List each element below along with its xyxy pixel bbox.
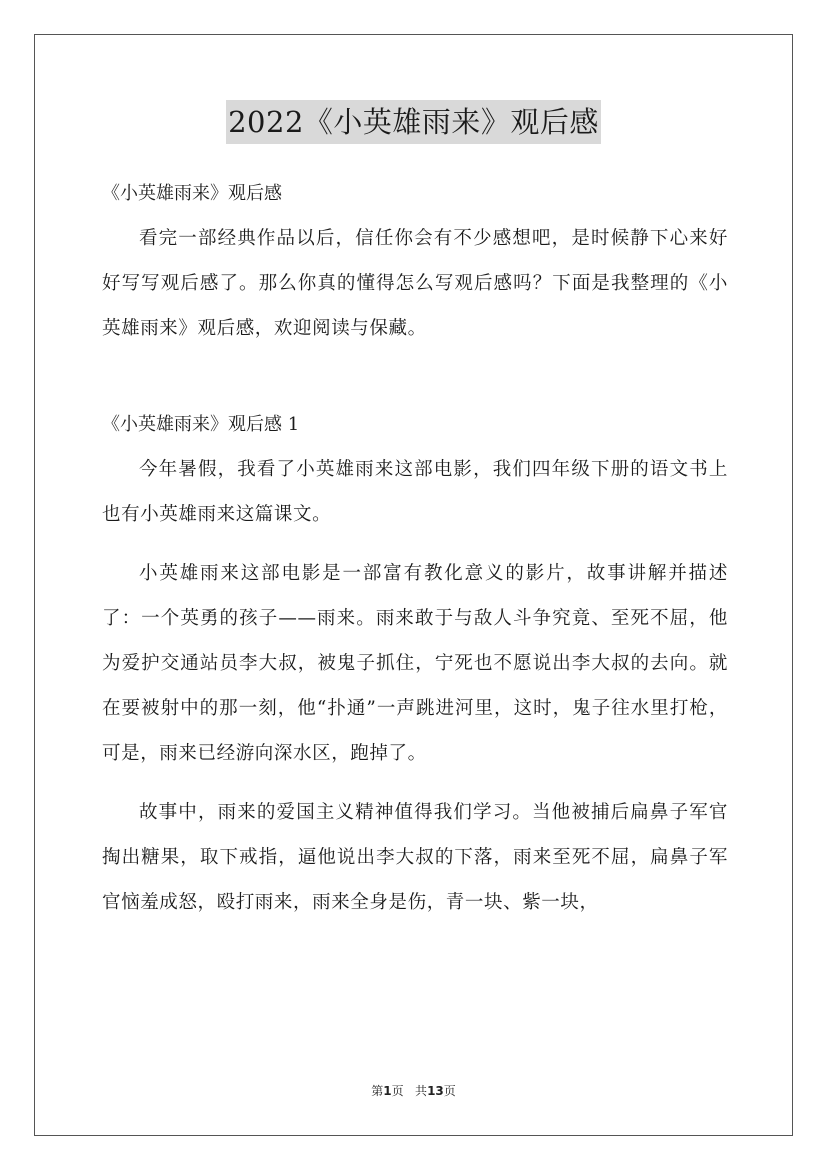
intro-paragraph: 看完一部经典作品以后，信任你会有不少感想吧，是时候静下心来好好写写观后感了。那么你真的懂得怎么写观后感吗？下面是我整理的《小英雄雨来》观后感，欢迎阅读与保藏。: [102, 228, 728, 339]
section1-heading: 《小英雄雨来》观后感 1: [102, 414, 300, 435]
section1-paragraph-2: 小英雄雨来这部电影是一部富有教化意义的影片，故事讲解并描述了：一个英勇的孩子——雨来。雨来敢于与敌人斗争究竟、至死不屈，他为爱护交通站员李大叔，被鬼子抓住，宁死也不愿说出李大叔的去向。就在要被射中的那一刻，他“扑通”一声跳进河里，这时，鬼子往水里打枪，可是，雨来已经游向深水区，跑掉了。: [102, 563, 728, 764]
total-suffix: 页: [443, 1084, 456, 1098]
page-prefix: 第: [371, 1084, 384, 1098]
section1-paragraph-1: 今年暑假，我看了小英雄雨来这部电影，我们四年级下册的语文书上也有小英雄雨来这篇课文。: [102, 459, 728, 525]
section-gap: [102, 365, 728, 403]
section1-paragraph-3: 故事中，雨来的爱国主义精神值得我们学习。当他被捕后扁鼻子军官掏出糖果，取下戒指，逼他说出李大叔的下落，雨来至死不屈，扁鼻子军官恼羞成怒，殴打雨来，雨来全身是伤，青一块、紫一块，: [102, 802, 728, 913]
document-title: 2022《小英雄雨来》观后感: [226, 100, 601, 144]
document-body: [102, 172, 728, 939]
page-suffix: 页: [391, 1084, 404, 1098]
total-prefix: 共: [415, 1084, 428, 1098]
title-container: [0, 100, 827, 144]
page-number: 1: [383, 1084, 392, 1098]
page-footer: [0, 1082, 827, 1099]
intro-heading: 《小英雄雨来》观后感: [102, 183, 282, 204]
total-pages: 13: [427, 1084, 444, 1098]
